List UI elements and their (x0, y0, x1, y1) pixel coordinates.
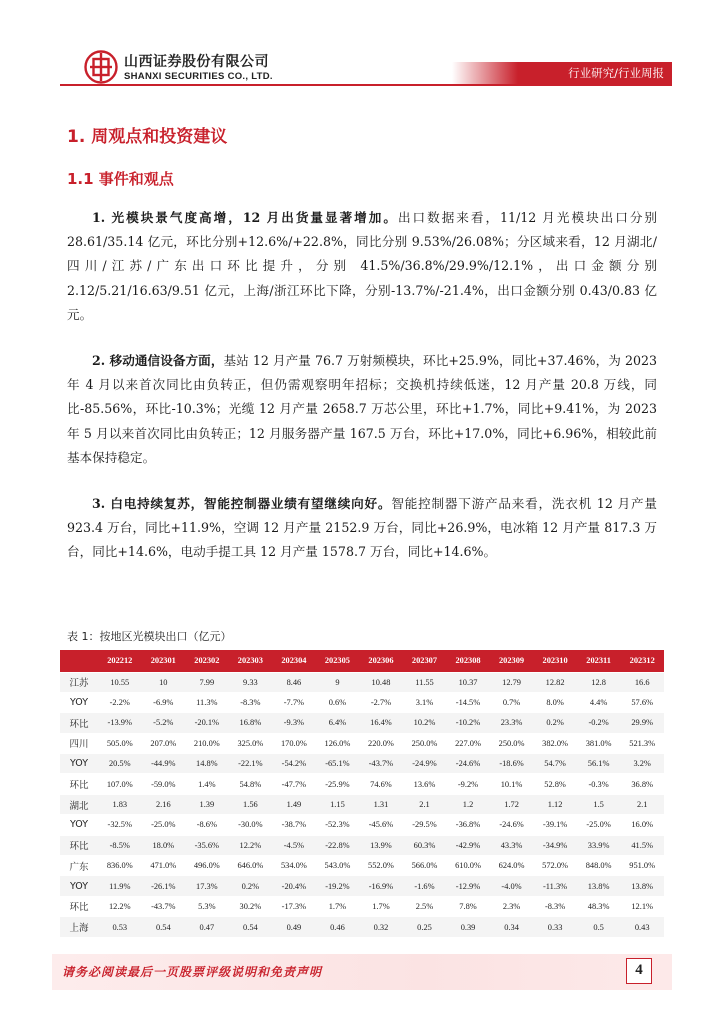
table-cell: 16.4% (359, 713, 403, 733)
table-cell: 646.0% (229, 856, 273, 876)
table-row (60, 876, 664, 896)
table-cell: -47.7% (272, 774, 316, 794)
table-cell: -2.2% (98, 692, 142, 712)
table-cell: -4.5% (272, 835, 316, 855)
table-cell: 207.0% (142, 733, 186, 753)
table-cell: 13.8% (577, 876, 621, 896)
table-cell: 10.55 (98, 672, 142, 692)
table-row-label: 江苏 (60, 672, 98, 692)
table-cell: 4.4% (577, 692, 621, 712)
company-name-en: SHANXI SECURITIES CO., LTD. (124, 71, 273, 82)
table-column-header: 202311 (577, 650, 621, 672)
table-cell: 52.8% (533, 774, 577, 794)
company-name-cn: 山西证券股份有限公司 (124, 54, 269, 70)
table-row (60, 794, 664, 814)
table-cell: 848.0% (577, 856, 621, 876)
table-corner-cell (60, 650, 98, 672)
table-cell: 1.7% (316, 896, 360, 916)
table-row-label: 环比 (60, 774, 98, 794)
table-cell: 0.43 (620, 917, 664, 937)
table-cell: 534.0% (272, 856, 316, 876)
table-cell: 0.34 (490, 917, 534, 937)
table-cell: 0.6% (316, 692, 360, 712)
table-cell: -22.1% (229, 754, 273, 774)
table-cell: 0.5 (577, 917, 621, 937)
table-cell: 1.49 (272, 794, 316, 814)
table-cell: -59.0% (142, 774, 186, 794)
table-cell: 5.3% (185, 896, 229, 916)
table-row (60, 856, 664, 876)
table-cell: 1.15 (316, 794, 360, 814)
table-cell: -8.5% (98, 835, 142, 855)
table-row (60, 815, 664, 835)
table-cell: 170.0% (272, 733, 316, 753)
table-column-header: 202306 (359, 650, 403, 672)
table-row (60, 774, 664, 794)
table-cell: 250.0% (490, 733, 534, 753)
table-cell: 227.0% (446, 733, 490, 753)
table-cell: -8.3% (533, 896, 577, 916)
table-cell: 9 (316, 672, 360, 692)
table-cell: -44.9% (142, 754, 186, 774)
table-cell: -6.9% (142, 692, 186, 712)
table-cell: -19.2% (316, 876, 360, 896)
table-column-header: 202212 (98, 650, 142, 672)
table-cell: 36.8% (620, 774, 664, 794)
table-cell: 0.47 (185, 917, 229, 937)
table-cell: -25.0% (577, 815, 621, 835)
table-cell: -24.6% (446, 754, 490, 774)
table-cell: 74.6% (359, 774, 403, 794)
table-cell: -32.5% (98, 815, 142, 835)
table-cell: -11.3% (533, 876, 577, 896)
table-cell: -4.0% (490, 876, 534, 896)
table-cell: 17.3% (185, 876, 229, 896)
table-row-label: 环比 (60, 896, 98, 916)
table-cell: 0.25 (403, 917, 447, 937)
table-cell: 107.0% (98, 774, 142, 794)
table-cell: 14.8% (185, 754, 229, 774)
table-cell: -24.6% (490, 815, 534, 835)
table-column-header: 202301 (142, 650, 186, 672)
paragraph-lead: 1. 光模块景气度高增，12 月出货量显著增加。 (92, 210, 398, 225)
table-cell: -30.0% (229, 815, 273, 835)
table-cell: -16.9% (359, 876, 403, 896)
table-cell: 57.6% (620, 692, 664, 712)
table-cell: 11.9% (98, 876, 142, 896)
table-cell: 0.54 (229, 917, 273, 937)
table-cell: 54.8% (229, 774, 273, 794)
table-cell: 20.5% (98, 754, 142, 774)
table-column-header: 202310 (533, 650, 577, 672)
table-cell: 0.39 (446, 917, 490, 937)
header-divider (60, 84, 672, 86)
table-cell: 1.72 (490, 794, 534, 814)
table-cell: 572.0% (533, 856, 577, 876)
table-cell: 56.1% (577, 754, 621, 774)
table-cell: -8.6% (185, 815, 229, 835)
table-cell: 16.8% (229, 713, 273, 733)
table-cell: 2.16 (142, 794, 186, 814)
table-row-label: 湖北 (60, 794, 98, 814)
table-cell: 9.33 (229, 672, 273, 692)
table-row-label: YOY (60, 815, 98, 835)
table-cell: 30.2% (229, 896, 273, 916)
table-cell: -20.4% (272, 876, 316, 896)
table-cell: -14.5% (446, 692, 490, 712)
table-cell: 3.1% (403, 692, 447, 712)
table-column-header: 202302 (185, 650, 229, 672)
table-header-row (60, 650, 664, 672)
table-cell: 2.1 (620, 794, 664, 814)
table-cell: 382.0% (533, 733, 577, 753)
table-cell: 1.5 (577, 794, 621, 814)
paragraph-body: 出口数据来看，11/12 月光模块出口分别 28.61/35.14 亿元，环比分别+12.6%/+22.8%，同比分别 9.53%/26.08%；分区域来看，12 月湖北/四川/江苏/广东出口环比提升，分别 41.5%/36.8%/29.9%/12.1%，出口金额分别 2.12/5.21/16.63/9.51 亿元，上海/浙江环比下降，分别-13.7%/-21.4%，出口金额分别 0.43/0.83 亿元。 (67, 210, 657, 322)
table-cell: 8.0% (533, 692, 577, 712)
table-cell: -25.0% (142, 815, 186, 835)
table-cell: 624.0% (490, 856, 534, 876)
table-column-header: 202303 (229, 650, 273, 672)
table-cell: 1.83 (98, 794, 142, 814)
table-cell: -36.8% (446, 815, 490, 835)
table-cell: 12.1% (620, 896, 664, 916)
table-cell: 10.1% (490, 774, 534, 794)
table-cell: 552.0% (359, 856, 403, 876)
table-cell: -20.1% (185, 713, 229, 733)
section-heading: 1. 周观点和投资建议 (67, 127, 228, 147)
table-cell: 1.2 (446, 794, 490, 814)
table-cell: 543.0% (316, 856, 360, 876)
table-cell: 3.2% (620, 754, 664, 774)
table-cell: 521.3% (620, 733, 664, 753)
table-cell: 10.2% (403, 713, 447, 733)
table-cell: 1.12 (533, 794, 577, 814)
table-column-header: 202307 (403, 650, 447, 672)
table-cell: 13.9% (359, 835, 403, 855)
table-cell: 220.0% (359, 733, 403, 753)
table-cell: -7.7% (272, 692, 316, 712)
table-cell: 325.0% (229, 733, 273, 753)
table-cell: 0.2% (229, 876, 273, 896)
table-cell: -35.6% (185, 835, 229, 855)
table-cell: 10 (142, 672, 186, 692)
table-cell: 10.37 (446, 672, 490, 692)
table-column-header: 202304 (272, 650, 316, 672)
table-cell: 12.2% (98, 896, 142, 916)
table-cell: -34.9% (533, 835, 577, 855)
table-cell: 2.5% (403, 896, 447, 916)
table-column-header: 202305 (316, 650, 360, 672)
table-cell: 11.55 (403, 672, 447, 692)
table-cell: -13.9% (98, 713, 142, 733)
table-cell: 1.56 (229, 794, 273, 814)
table-row (60, 754, 664, 774)
table-row-label: YOY (60, 754, 98, 774)
table-cell: 12.2% (229, 835, 273, 855)
table-cell: 0.7% (490, 692, 534, 712)
table-cell: -1.6% (403, 876, 447, 896)
table-row (60, 835, 664, 855)
table-cell: 0.54 (142, 917, 186, 937)
table-cell: 33.9% (577, 835, 621, 855)
table-cell: -43.7% (142, 896, 186, 916)
table-row (60, 713, 664, 733)
table-cell: 16.6 (620, 672, 664, 692)
table-cell: 566.0% (403, 856, 447, 876)
table-cell: 836.0% (98, 856, 142, 876)
table-row-label: 环比 (60, 713, 98, 733)
table-cell: 1.31 (359, 794, 403, 814)
table-row-label: YOY (60, 692, 98, 712)
table-cell: 0.33 (533, 917, 577, 937)
table-cell: 48.3% (577, 896, 621, 916)
paragraph-lead: 2. 移动通信设备方面， (92, 353, 224, 368)
table-cell: 18.0% (142, 835, 186, 855)
table-cell: 210.0% (185, 733, 229, 753)
table-row (60, 733, 664, 753)
table-cell: 1.39 (185, 794, 229, 814)
table-cell: -22.8% (316, 835, 360, 855)
table-cell: 0.49 (272, 917, 316, 937)
subsection-heading: 1.1 事件和观点 (67, 170, 174, 188)
table-row-label: YOY (60, 876, 98, 896)
table-cell: -9.2% (446, 774, 490, 794)
table-row (60, 692, 664, 712)
table-cell: -42.9% (446, 835, 490, 855)
paragraph-body: 智能控制器下游产品来看，洗衣机 12 月产量 923.4 万台，同比+11.9%，空调 12 月产量 2152.9 万台，同比+26.9%，电冰箱 12 月产量 817.3 万台，同比+14.6%，电动手提工具 12 月产量 1578.7 万台，同比+14.6%。 (67, 496, 657, 560)
table-row (60, 896, 664, 916)
table-cell: -52.3% (316, 815, 360, 835)
table-cell: -8.3% (229, 692, 273, 712)
table-cell: 43.3% (490, 835, 534, 855)
shanxi-securities-logo-icon (84, 50, 118, 84)
table-cell: -12.9% (446, 876, 490, 896)
table-cell: 0.32 (359, 917, 403, 937)
table-cell: -65.1% (316, 754, 360, 774)
paragraph-optical-modules (67, 206, 657, 327)
table-cell: 13.8% (620, 876, 664, 896)
table-cell: -54.2% (272, 754, 316, 774)
table-cell: -25.9% (316, 774, 360, 794)
table-cell: 0.2% (533, 713, 577, 733)
table-cell: 7.99 (185, 672, 229, 692)
table-cell: 0.46 (316, 917, 360, 937)
table-cell: 1.7% (359, 896, 403, 916)
table-cell: 1.4% (185, 774, 229, 794)
table-cell: 16.0% (620, 815, 664, 835)
table-cell: 12.82 (533, 672, 577, 692)
table-cell: 29.9% (620, 713, 664, 733)
table-caption: 表 1：按地区光模块出口（亿元） (67, 630, 232, 643)
table-column-header: 202309 (490, 650, 534, 672)
table-cell: 951.0% (620, 856, 664, 876)
paragraph-lead: 3. 白电持续复苏，智能控制器业绩有望继续向好。 (92, 496, 392, 511)
table-cell: 0.53 (98, 917, 142, 937)
table-cell: 7.8% (446, 896, 490, 916)
table-row-label: 上海 (60, 917, 98, 937)
export-by-region-table (60, 650, 664, 937)
footer-disclaimer: 请务必阅读最后一页股票评级说明和免责声明 (62, 965, 323, 979)
table-row-label: 环比 (60, 835, 98, 855)
report-type-banner: 行业研究/行业周报 (452, 62, 672, 84)
table-column-header: 202308 (446, 650, 490, 672)
page-header (0, 0, 724, 96)
table-cell: 496.0% (185, 856, 229, 876)
table-cell: 2.1 (403, 794, 447, 814)
table-cell: 6.4% (316, 713, 360, 733)
table-cell: -5.2% (142, 713, 186, 733)
table-cell: -2.7% (359, 692, 403, 712)
table-cell: 2.3% (490, 896, 534, 916)
table-row-label: 四川 (60, 733, 98, 753)
table-cell: 13.6% (403, 774, 447, 794)
table-cell: -9.3% (272, 713, 316, 733)
table-cell: 12.8 (577, 672, 621, 692)
table-cell: 126.0% (316, 733, 360, 753)
paragraph-mobile-telecom (67, 349, 657, 470)
table-cell: 54.7% (533, 754, 577, 774)
table-cell: -10.2% (446, 713, 490, 733)
table-row (60, 917, 664, 937)
table-cell: -0.3% (577, 774, 621, 794)
table-cell: 8.46 (272, 672, 316, 692)
table-cell: 41.5% (620, 835, 664, 855)
table-cell: 250.0% (403, 733, 447, 753)
table-cell: 11.3% (185, 692, 229, 712)
table-row-label: 广东 (60, 856, 98, 876)
table-cell: -43.7% (359, 754, 403, 774)
table-cell: -45.6% (359, 815, 403, 835)
table-cell: 60.3% (403, 835, 447, 855)
table-cell: 471.0% (142, 856, 186, 876)
table-cell: -17.3% (272, 896, 316, 916)
table-cell: 381.0% (577, 733, 621, 753)
table-column-header: 202312 (620, 650, 664, 672)
table-cell: 10.48 (359, 672, 403, 692)
table-cell: -26.1% (142, 876, 186, 896)
paragraph-white-goods (67, 492, 657, 565)
table-cell: 610.0% (446, 856, 490, 876)
page-number: 4 (626, 958, 652, 984)
table-cell: 12.79 (490, 672, 534, 692)
table-cell: -24.9% (403, 754, 447, 774)
table-cell: -18.6% (490, 754, 534, 774)
table-cell: 505.0% (98, 733, 142, 753)
table-row (60, 672, 664, 692)
table-cell: 23.3% (490, 713, 534, 733)
table-cell: -0.2% (577, 713, 621, 733)
table-cell: -38.7% (272, 815, 316, 835)
table-cell: -29.5% (403, 815, 447, 835)
table-cell: -39.1% (533, 815, 577, 835)
paragraph-body: 基站 12 月产量 76.7 万射频模块，环比+25.9%，同比+37.46%，为 2023 年 4 月以来首次同比由负转正，但仍需观察明年招标；交换机持续低迷，12 月产量 20.8 万线，同比-85.56%，环比-10.3%；光缆 12 月产量 2658.7 万芯公里，环比+1.7%，同比+9.41%，为 2023 年 5 月以来首次同比由负转正；12 月服务器产量 167.5 万台，环比+17.0%，同比+6.96%，相较此前基本保持稳定。 (67, 353, 657, 465)
